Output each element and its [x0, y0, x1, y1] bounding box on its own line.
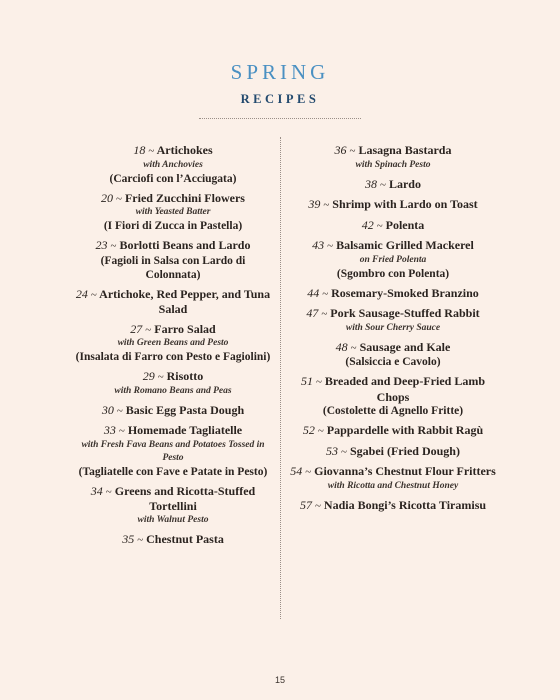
recipe-heading [290, 464, 496, 480]
recipe-heading [75, 322, 271, 338]
recipe-entry [75, 369, 271, 398]
recipe-heading [290, 286, 496, 302]
recipe-heading [75, 191, 271, 207]
recipe-entry [290, 374, 496, 418]
recipe-heading [75, 369, 271, 385]
page-title: SPRING [230, 60, 330, 84]
recipe-entry [290, 177, 496, 193]
recipe-heading [75, 287, 271, 317]
italian-name: (Fagioli in Salsa con Lardo di Colonnata) [100, 254, 246, 281]
recipe-heading [75, 238, 271, 254]
recipe-entry [75, 484, 271, 527]
page-ref: 30 [101, 402, 114, 417]
recipe-title: Pappardelle with Rabbit Ragù [326, 423, 484, 437]
swash-separator: ~ [327, 240, 334, 252]
page-ref: 34 [90, 483, 103, 498]
page-ref: 35 [122, 531, 135, 546]
swash-separator: ~ [341, 445, 347, 458]
italian-name: (Salsiccia e Cavolo) [345, 356, 441, 368]
swash-separator: ~ [350, 341, 357, 354]
italian-name: (Carciofi con l’Acciugata) [109, 172, 237, 185]
page-ref: 53 [326, 443, 339, 458]
recipe-title: Rosemary-Smoked Branzino [331, 285, 479, 300]
swash-separator: ~ [110, 240, 117, 252]
left-column [75, 143, 271, 552]
page-ref: 47 [306, 306, 319, 320]
page-ref: 44 [307, 285, 320, 300]
italian-name: (Insalata di Farro con Pesto e Fagiolini) [75, 351, 271, 363]
recipe-entry [290, 444, 496, 460]
italian-name: (Tagliatelle con Fave e Patate in Pesto) [78, 465, 268, 478]
recipe-heading [75, 403, 271, 419]
recipe-entry [290, 340, 496, 370]
swash-separator: ~ [315, 376, 322, 388]
page-ref: 24 [75, 286, 88, 301]
recipe-heading [290, 197, 496, 213]
recipe-title: Greens and Ricotta-Stuffed Tortellini [114, 483, 256, 513]
swash-separator: ~ [105, 485, 112, 498]
recipe-entry [75, 403, 271, 419]
recipe-entry [290, 498, 496, 514]
recipe-title: Polenta [385, 217, 425, 232]
recipe-heading [290, 374, 496, 404]
recipe-entry [290, 238, 496, 281]
recipe-title: Artichokes [156, 143, 213, 157]
recipe-heading [290, 498, 496, 514]
recipe-heading [290, 143, 496, 159]
swash-separator: ~ [137, 533, 144, 546]
page-ref: 23 [95, 238, 108, 252]
recipe-title: Lardo [388, 176, 421, 191]
recipe-title: Risotto [166, 369, 204, 383]
italian-name: (I Fiori di Zucca in Pastella) [103, 220, 243, 232]
recipe-title: Basic Egg Pasta Dough [125, 402, 245, 417]
column-divider [280, 137, 281, 619]
page-number: 15 [274, 675, 285, 685]
recipe-title: Artichoke, Red Pepper, and Tuna Salad [99, 286, 271, 316]
page-ref: 29 [142, 369, 155, 383]
swash-separator: ~ [116, 404, 123, 417]
swash-separator: ~ [145, 323, 152, 336]
recipe-heading [75, 532, 271, 548]
italian-name: (Sgombro con Polenta) [336, 267, 450, 280]
swash-separator: ~ [349, 145, 356, 157]
recipe-entry [290, 197, 496, 213]
recipe-title: Sausage and Kale [359, 339, 451, 354]
swash-separator: ~ [317, 425, 324, 437]
recipe-heading [290, 306, 496, 322]
recipe-entry [75, 532, 271, 548]
recipe-title: Borlotti Beans and Lardo [119, 238, 251, 252]
recipe-title: Farro Salad [154, 321, 216, 336]
page-ref: 42 [361, 217, 374, 232]
recipe-entry [290, 306, 496, 335]
recipe-subtitle: with Ricotta and Chestnut Honey [327, 480, 459, 491]
recipe-heading [290, 340, 496, 356]
page-ref: 20 [101, 190, 114, 205]
recipe-title: Homemade Tagliatelle [127, 423, 243, 437]
right-column [290, 143, 496, 518]
swash-separator: ~ [321, 308, 328, 320]
swash-separator: ~ [322, 287, 329, 300]
swash-separator: ~ [157, 371, 164, 383]
page-ref: 52 [302, 423, 315, 437]
recipe-subtitle: with Fresh Fava Beans and Potatoes Tossed in Pesto [81, 439, 265, 463]
recipe-entry [75, 238, 271, 282]
swash-separator: ~ [323, 199, 330, 211]
recipe-title: Pork Sausage-Stuffed Rabbit [330, 306, 480, 320]
recipe-heading [75, 484, 271, 514]
recipe-subtitle: with Romano Beans and Peas [114, 385, 232, 396]
swash-separator: ~ [148, 145, 155, 157]
recipe-heading [290, 238, 496, 254]
recipe-entry [75, 423, 271, 479]
recipe-subtitle: with Walnut Pesto [137, 514, 209, 525]
recipe-title: Sgabei (Fried Dough) [349, 443, 460, 458]
page-ref: 27 [130, 321, 143, 336]
recipe-entry [290, 286, 496, 302]
page-ref: 18 [133, 143, 146, 157]
swash-separator: ~ [90, 288, 97, 301]
recipe-entry [75, 322, 271, 365]
page-ref: 54 [290, 464, 303, 478]
recipe-entry [75, 287, 271, 317]
recipe-heading [290, 177, 496, 193]
recipe-title: Shrimp with Lardo on Toast [332, 197, 478, 211]
recipe-subtitle: with Anchovies [143, 159, 203, 170]
recipe-title: Giovanna’s Chestnut Flour Fritters [314, 464, 496, 478]
page-ref: 38 [365, 176, 378, 191]
italian-name: (Costolette di Agnello Fritte) [322, 405, 464, 417]
recipe-title: Lasagna Bastarda [358, 143, 452, 157]
page-ref: 57 [299, 497, 312, 512]
recipe-entry [75, 191, 271, 234]
recipe-entry [290, 143, 496, 172]
recipe-title: Breaded and Deep-Fried Lamb Chops [324, 374, 486, 404]
page-ref: 48 [335, 339, 348, 354]
recipe-title: Balsamic Grilled Mackerel [336, 238, 474, 252]
recipe-entry [290, 218, 496, 234]
recipe-title: Fried Zucchini Flowers [124, 190, 245, 205]
swash-separator: ~ [118, 425, 125, 437]
recipe-heading [75, 143, 271, 159]
swash-separator: ~ [116, 192, 122, 205]
recipe-subtitle: on Fried Polenta [359, 254, 427, 265]
recipe-heading [75, 423, 271, 439]
swash-separator: ~ [305, 466, 312, 478]
swash-separator: ~ [376, 219, 383, 232]
page-ref: 51 [300, 374, 313, 388]
recipe-heading [290, 218, 496, 234]
swash-separator: ~ [380, 178, 386, 191]
page-ref: 33 [103, 423, 116, 437]
recipe-entry [75, 143, 271, 186]
recipe-title: Nadia Bongi’s Ricotta Tiramisu [323, 497, 487, 512]
page-ref: 43 [312, 238, 325, 252]
recipe-subtitle: with Green Beans and Pesto [117, 338, 229, 348]
recipe-subtitle: with Yeasted Batter [135, 207, 211, 217]
swash-separator: ~ [314, 499, 321, 512]
recipe-subtitle: with Spinach Pesto [355, 159, 431, 170]
title-dotted-rule [199, 118, 361, 119]
recipe-entry [290, 464, 496, 493]
recipe-heading [290, 423, 496, 439]
recipe-title: Chestnut Pasta [146, 531, 224, 546]
recipe-entry [290, 423, 496, 439]
page-ref: 36 [334, 143, 347, 157]
recipe-heading [290, 444, 496, 460]
recipe-subtitle: with Sour Cherry Sauce [345, 322, 441, 333]
page-ref: 39 [308, 197, 321, 211]
page-subtitle: RECIPES [240, 92, 320, 106]
